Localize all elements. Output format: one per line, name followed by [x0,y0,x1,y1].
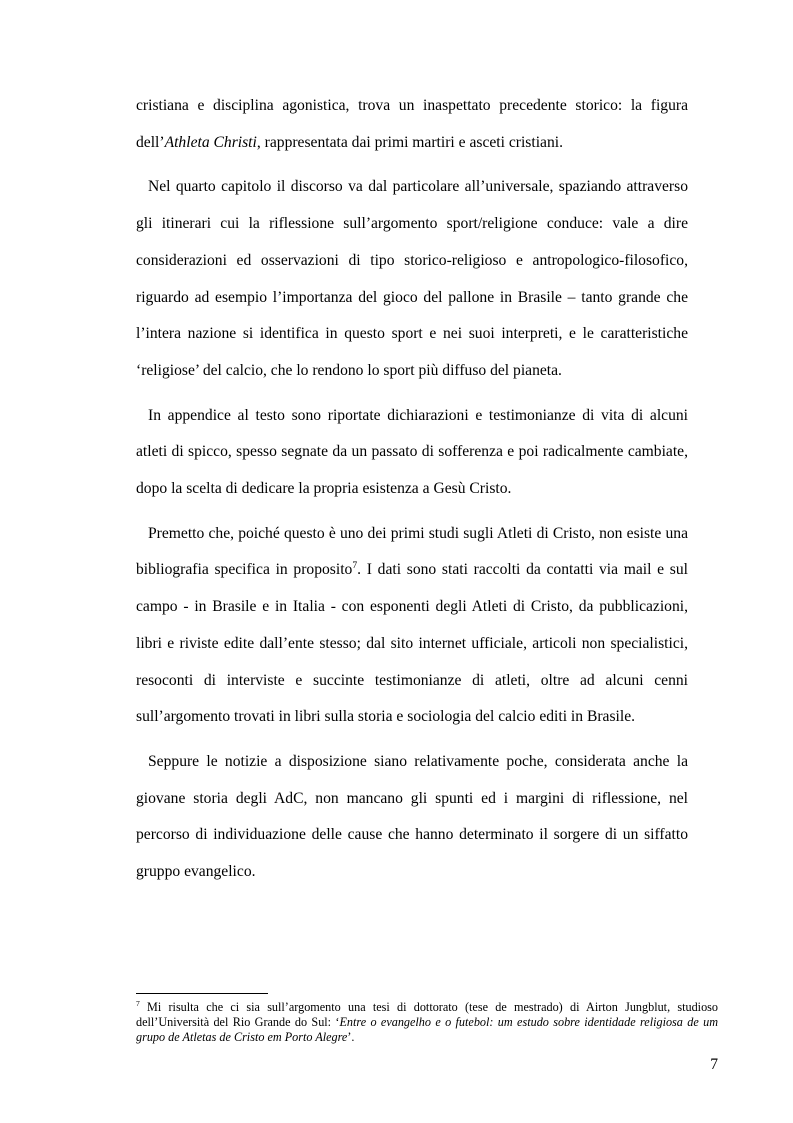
paragraph-text: Premetto che, poiché questo è uno dei primi studi sugli Atleti di Cristo, non esiste una bibliografia specifica in proposito [136,524,688,579]
footnote-text: Mi risulta che ci sia sull’argomento una tesi di dottorato (tese de mestrado) di Airton Jungblut, studioso dell’Università del Rio Grande do Sul: ‘ [136,1000,718,1029]
paragraph-text: , rappresentata dai primi martiri e asceti cristiani. [256,133,563,151]
paragraph-text: cristiana e disciplina agonistica, trova un inaspettato precedente storico: la figura dell’ [136,97,688,151]
footnote-divider [136,993,268,994]
paragraph-text: . I dati sono stati raccolti da contatti via mail e sul campo - in Brasile e in Italia - con esponenti degli Atleti di Cristo, da pubblicazioni, libri e riviste edite dall’ente stesso; dal sito internet ufficiale, articoli non specialistici, resoconti di interviste e succinte testimonianze di atleti, oltre ad alcuni cenni sull’argomento trovati in libri sulla storia e sociologia del calcio editi in Brasile. [136,561,688,726]
paragraph-appendix: In appendice al testo sono riportate dichiarazioni e testimonianze di vita di alcuni atleti di spicco, spesso segnate da un passato di sofferenza e poi radicalmente cambiate, dopo la scelta di dedicare la propria esistenza a Gesù Cristo. [136,406,688,498]
footnote-italic-title: Entre o evangelho e o futebol: um estudo sobre identidade religiosa de um grupo de Atletas de Cristo em Porto Alegre [136,1015,718,1044]
footnote-number: 7 [136,998,140,1008]
footnote [136,1000,718,1045]
page-number: 7 [710,1056,718,1073]
body-text [136,88,688,891]
paragraph-sources [136,516,688,736]
footnote-reference[interactable]: 7 [352,560,358,572]
paragraph-conclusion: Seppure le notizie a disposizione siano relativamente poche, considerata anche la giovane storia degli AdC, non mancano gli spunti ed i margini di riflessione, nel percorso di individuazione delle cause che hanno determinato il sorgere di un siffatto gruppo evangelico. [136,752,688,881]
paragraph-chapter-four: Nel quarto capitolo il discorso va dal particolare all’universale, spaziando attraverso gli itinerari cui la riflessione sull’argomento sport/religione conduce: vale a dire considerazioni ed osservazioni di tipo storico-religioso e antropologico-filosofico, riguardo ad esempio l’importanza del gioco del pallone in Brasile – tanto grande che l’intera nazione si identifica in questo sport e nei suoi interpreti, e le caratteristiche ‘religiose’ del calcio, che lo rendono lo sport più diffuso del pianeta. [136,178,688,379]
paragraph-continuation [136,88,688,161]
footnote-text: ’. [347,1030,355,1044]
italic-term: Athleta Christi [164,133,257,151]
